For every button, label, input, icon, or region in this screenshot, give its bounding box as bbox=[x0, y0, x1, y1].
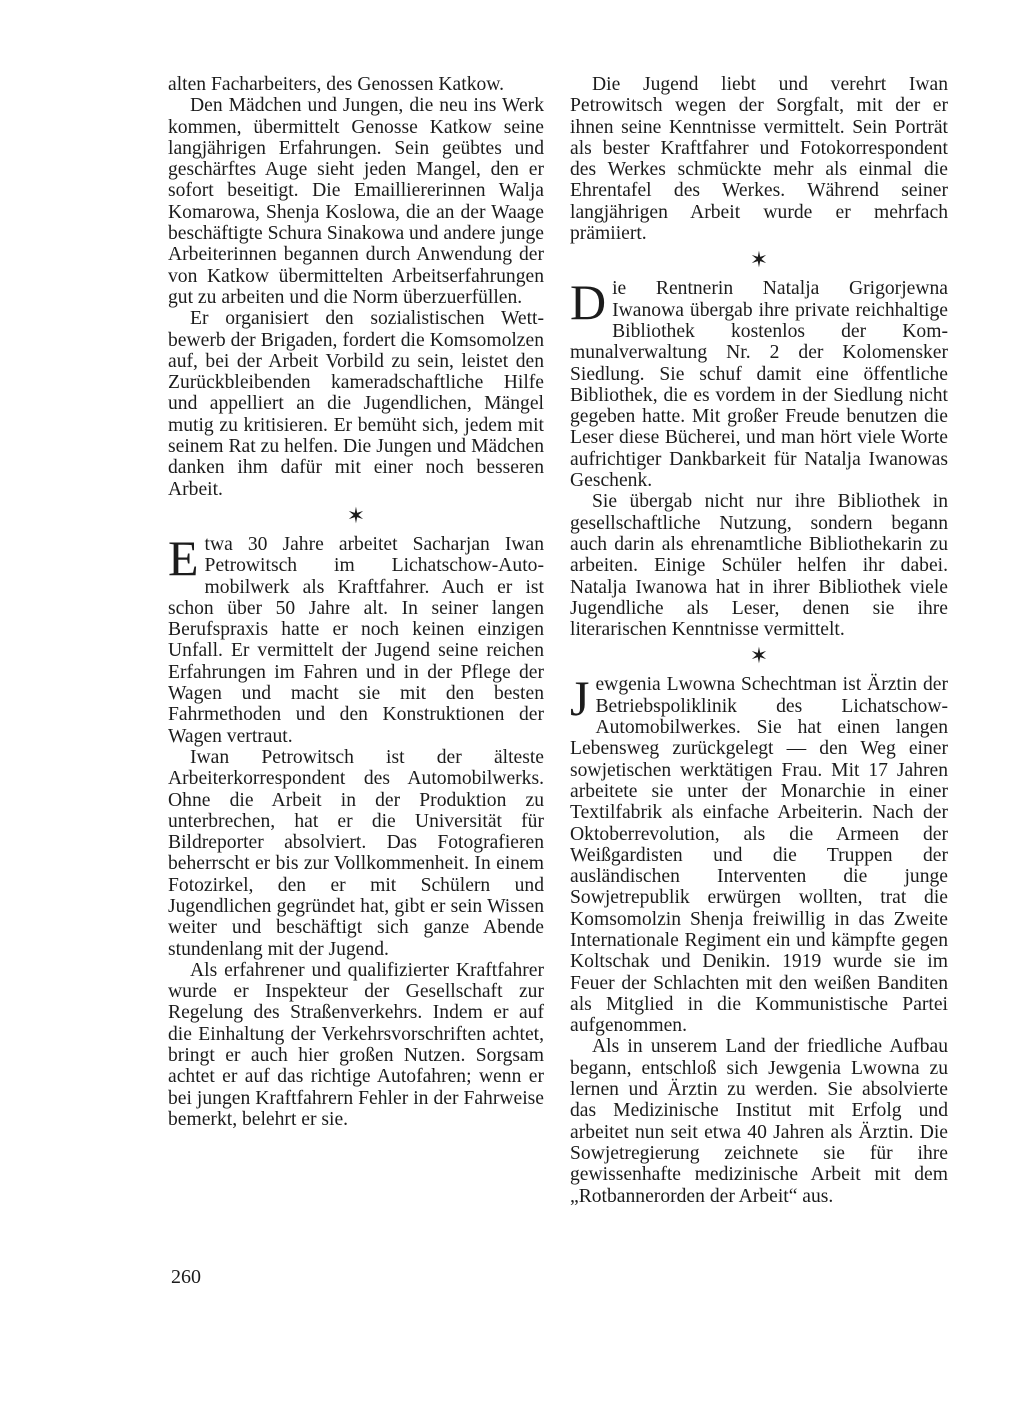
paragraph: alten Facharbeiters, des Genossen Katkow. bbox=[168, 74, 505, 95]
paragraph-text: ie Rentnerin Natalja Grigorjewna Iwanowa übergab ihre private reichhaltige Bibliothek kostenlos der Kommunalverwaltung Nr. 2 der Kolomensker Siedlung. Sie schuf damit eine öffentliche Bibliothek, die es vordem in der Siedlung nicht gegeben hatte. Mit großer Freude benutzen die Leser diese Bücherei, und man hört viele Worte aufrichtiger Dankbarkeit für Natalja Iwanowas Geschenk. bbox=[570, 278, 948, 492]
paragraph: Als erfahrener und qualifizierter Kraftfahrer wurde er Inspekteur der Gesellschaft zur Regelung des Straßenverkehrs. Indem er auf die Einhaltung der Verkehrsvorschriften achtet, bringt er auch hier großen Nutzen. Sorgsam achtet er auf das richtige Autofahren; wenn er bei jungen Kraftfahrern Fehler in der Fahrweise bemerkt, belehrt er sie. bbox=[168, 959, 544, 1130]
paragraph: Sie übergab nicht nur ihre Bibliothek in gesellschaftliche Nutzung, sondern begann auch darin als ehrenamtliche Bibliothekarin zu arbeiten. Einige Schüler helfen ihr dabei. Natalja Iwanowa hat in ihrer Bibliothek viele Jugendliche als Leser, denen sie ihre literarischen Kenntnisse vermittelt. bbox=[570, 491, 948, 641]
page-number: 260 bbox=[171, 1266, 201, 1288]
section-separator-star: ✶ bbox=[749, 643, 769, 669]
paragraph: Die Jugend liebt und verehrt Iwan Petrowitsch wegen der Sorgfalt, mit der er ihnen seine Kenntnisse vermittelt. Sein Porträt als bester Kraftfahrer und Fotokorrespondent des Werkes schmückte mehr als einmal die Ehrentafel des Werkes. Während seiner langjährigen Arbeit wurde er mehrfach prämiiert. bbox=[570, 74, 948, 245]
paragraph: Er organisiert den sozialistischen Wettbewerb der Brigaden, fordert die Komsomolzen auf, bei der Arbeit Vorbild zu sein, leistet den Zurückbleibenden kameradschaftliche Hilfe und appelliert an die Jugendlichen, Mängel mutig zu kritisieren. Er bemüht sich, jedem mit seinem Rat zu helfen. Die Jungen und Mädchen danken ihm dafür mit einer noch besseren Arbeit. bbox=[168, 308, 544, 500]
paragraph: Iwan Petrowitsch ist der älteste Arbeiterkorrespondent des Automobilwerks. Ohne die Arbeit in der Produktion zu unterbrechen, hat er die Universität für Bildreporter absolviert. Das Fotografieren beherrscht er bis zur Vollkommenheit. In einem Fotozirkel, den er mit Schülern und Jugendlichen gegründet hat, gibt er sein Wissen weiter und beschäftigt sich ganze Abende stundenlang mit der Jugend. bbox=[168, 746, 544, 960]
drop-cap-initial: D bbox=[570, 274, 607, 331]
paragraph-with-initial bbox=[168, 529, 544, 747]
paragraph-text: ewgenia Lwowna Schechtman ist Ärztin der Betriebspoliklinik des Lichatschow-Automobilwerkes. Sie hat einen langen Lebensweg zurückgelegt — den Weg einer sowjetischen werktätigen Frau. Mit 17 Jahren arbeitete sie unter der Monarchie in einer Textilfabrik als einfache Arbeiterin. Nach der Oktoberrevolution, als die Armeen der Weißgardisten und die Truppen der ausländischen Interventen die junge Sowjetrepublik erwürgen wollten, trat die Komsomolzin Shenja freiwillig in das Zweite Internationale Regiment ein und kämpfte gegen Koltschak und Denikin. 1919 wurde sie im Feuer der Schlachten mit den weißen Banditen als Mitglied in die Kommunistische Partei aufgenommen. bbox=[570, 674, 948, 1037]
drop-cap-initial: J bbox=[570, 670, 590, 727]
drop-cap-initial: E bbox=[168, 529, 199, 586]
paragraph: Als in unserem Land der friedliche Aufbau begann, entschloß sich Jewgenia Lwowna zu lernen und Ärztin zu werden. Sie absolvierte das Medizinische Institut mit Erfolg und arbeitet nun seit etwa 40 Jahren als Ärztin. Die Sowjetregierung zeichnete sie für ihre gewissenhafte medizinische Arbeit mit dem „Rotbannerorden der Arbeit“ aus. bbox=[570, 1036, 948, 1207]
paragraph: Den Mädchen und Jungen, die neu ins Werk kommen, übermittelt Genosse Katkow seine langjährigen Erfahrungen. Sein geübtes und geschärftes Auge sieht jeden Mangel, den er sofort beseitigt. Die Emailliererinnen Walja Komarowa, Shenja Koslowa, die an der Waage beschäftigte Schura Sinakowa und andere junge Arbeiterinnen begannen durch Anwendung der von Katkow übermittelten Arbeitserfahrungen gut zu arbeiten und die Norm überzuerfüllen. bbox=[168, 95, 544, 308]
section-separator-star: ✶ bbox=[346, 502, 366, 528]
left-column bbox=[168, 74, 544, 1130]
paragraph-text: twa 30 Jahre arbeitet Sacharjan Iwan Petrowitsch im Lichatschow-Automobilwerk als Kraftfahrer. Auch er ist schon über 50 Jahre alt. In seiner langen Berufspraxis hatte er noch keinen einzigen Unfall. Er vermittelt der Jugend seine reichen Erfahrungen im Fahren und in der Pflege der Wagen und macht sie mit den besten Fahrmethoden und den Konstruktionen der Wagen vertraut. bbox=[168, 533, 544, 747]
right-column bbox=[570, 74, 948, 1207]
paragraph-with-initial bbox=[570, 274, 948, 492]
paragraph-with-initial bbox=[570, 670, 948, 1037]
section-separator-star: ✶ bbox=[749, 247, 769, 273]
